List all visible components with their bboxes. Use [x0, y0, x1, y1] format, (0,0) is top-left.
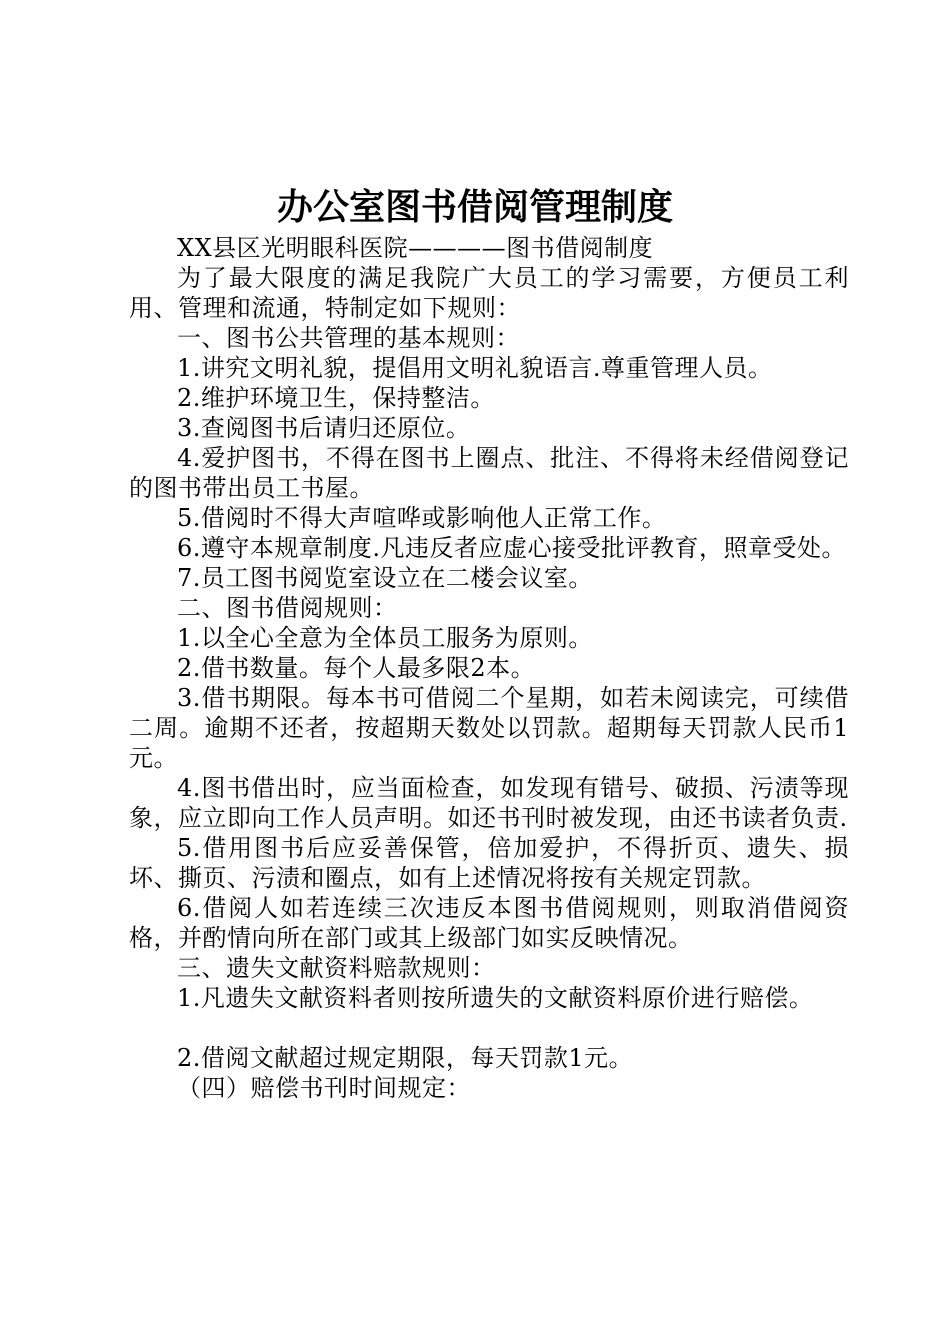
rule-item: 1.以全心全意为全体员工服务为原则。 — [177, 624, 593, 652]
rule-item: 2.维护环境卫生，保持整洁。 — [177, 384, 495, 412]
section-heading-2: 二、图书借阅规则： — [177, 594, 398, 622]
section-heading-4: （四）赔偿书刊时间规定： — [177, 1074, 471, 1102]
rule-item: 3.借书期限。每本书可借阅二个星期，如若未阅读完，可续借二周。逾期不还者，按超期天数处以罚款。超期每天罚款人民币1元。 — [129, 684, 849, 772]
rule-item: 4.图书借出时，应当面检查，如发现有错号、破损、污渍等现象，应立即向工作人员声明。如还书刊时被发现，由还书读者负责. — [129, 774, 849, 832]
paragraph-intro: 为了最大限度的满足我院广大员工的学习需要，方便员工利用、管理和流通，特制定如下规则： — [129, 264, 849, 322]
rule-item: 7.员工图书阅览室设立在二楼会议室。 — [177, 564, 593, 592]
rule-item: 1.讲究文明礼貌，提倡用文明礼貌语言.尊重管理人员。 — [177, 354, 773, 382]
rule-item: 6.借阅人如若连续三次违反本图书借阅规则，则取消借阅资格，并酌情向所在部门或其上级部门如实反映情况。 — [129, 894, 849, 952]
rule-item: 1.凡遗失文献资料者则按所遗失的文献资料原价进行赔偿。 — [177, 984, 814, 1012]
rule-item: 6.遵守本规章制度.凡违反者应虚心接受批评教育，照章受处。 — [177, 534, 847, 562]
rule-item: 5.借阅时不得大声喧哗或影响他人正常工作。 — [177, 504, 667, 532]
rule-item: 3.查阅图书后请归还原位。 — [177, 414, 471, 442]
rule-item: 2.借书数量。每个人最多限2本。 — [177, 654, 536, 682]
rule-item: 4.爱护图书，不得在图书上圈点、批注、不得将未经借阅登记的图书带出员工书屋。 — [129, 444, 849, 502]
section-heading-1: 一、图书公共管理的基本规则： — [177, 324, 520, 352]
section-heading-3: 三、遗失文献资料赔款规则： — [177, 954, 496, 982]
document-title: 办公室图书借阅管理制度 — [276, 186, 673, 228]
rule-item: 5.借用图书后应妥善保管，倍加爱护，不得折页、遗失、损坏、撕页、污渍和圈点，如有上述情况将按有关规定罚款。 — [129, 834, 849, 892]
rule-item: 2.借阅文献超过规定期限，每天罚款1元。 — [177, 1044, 634, 1072]
document-body — [129, 233, 849, 1103]
paragraph-header-line: XX县区光明眼科医院————图书借阅制度 — [177, 234, 654, 262]
